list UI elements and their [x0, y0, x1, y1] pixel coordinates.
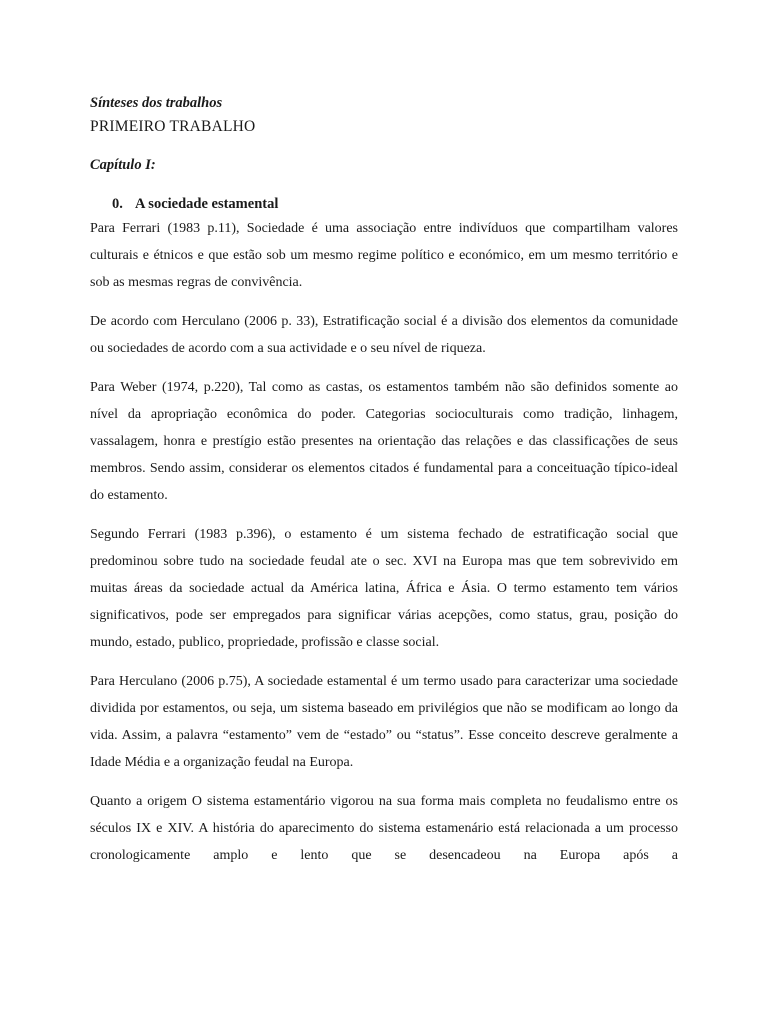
document-heading: PRIMEIRO TRABALHO: [90, 118, 256, 135]
section-title: A sociedade estamental: [135, 196, 279, 212]
section-number: 0.: [112, 196, 123, 212]
document-subheading: Sínteses dos trabalhos: [90, 95, 223, 111]
section-heading: [112, 193, 678, 215]
document-body: [90, 92, 678, 881]
paragraph-1: Para Ferrari (1983 p.11), Sociedade é uma associação entre indivíduos que compartilham valores culturais e étnicos e que estão sob um mesmo regime político e económico, em um mesmo território e sob as mesmas regras de convivência.: [90, 221, 678, 290]
paragraph-4: Segundo Ferrari (1983 p.396), o estamento é um sistema fechado de estratificação social que predominou sobre tudo na sociedade feudal ate o sec. XVI na Europa mas que tem sobrevivido em muitas áreas da sociedade actual da América latina, África e Ásia. O termo estamento tem vários significativos, pode ser empregados para significar várias acepções, como status, grau, posição do mundo, estado, publico, propriedade, profissão e classe social.: [90, 527, 678, 650]
chapter-heading: Capítulo I:: [90, 157, 156, 173]
paragraph-5: Para Herculano (2006 p.75), A sociedade estamental é um termo usado para caracterizar uma sociedade dividida por estamentos, ou seja, um sistema baseado em privilégios que não se modificam ao longo da vida. Assim, a palavra “estamento” vem de “estado” ou “status”. Esse conceito descreve geralmente a Idade Média e a organização feudal na Europa.: [90, 674, 678, 770]
paragraph-3: Para Weber (1974, p.220), Tal como as castas, os estamentos também não são definidos somente ao nível da apropriação econômica do poder. Categorias socioculturais como tradição, linhagem, vassalagem, honra e prestígio estão presentes na orientação das relações e das classificações de seus membros. Sendo assim, considerar os elementos citados é fundamental para a conceituação típico-ideal do estamento.: [90, 380, 678, 503]
paragraph-2: De acordo com Herculano (2006 p. 33), Estratificação social é a divisão dos elementos da comunidade ou sociedades de acordo com a sua actividade e o seu nível de riqueza.: [90, 314, 678, 356]
paragraph-6: Quanto a origem O sistema estamentário vigorou na sua forma mais completa no feudalismo entre os séculos IX e XIV. A história do aparecimento do sistema estamenário está relacionada a um processo cronologicamente amplo e lento que se desencadeou na Europa após a: [90, 794, 678, 863]
